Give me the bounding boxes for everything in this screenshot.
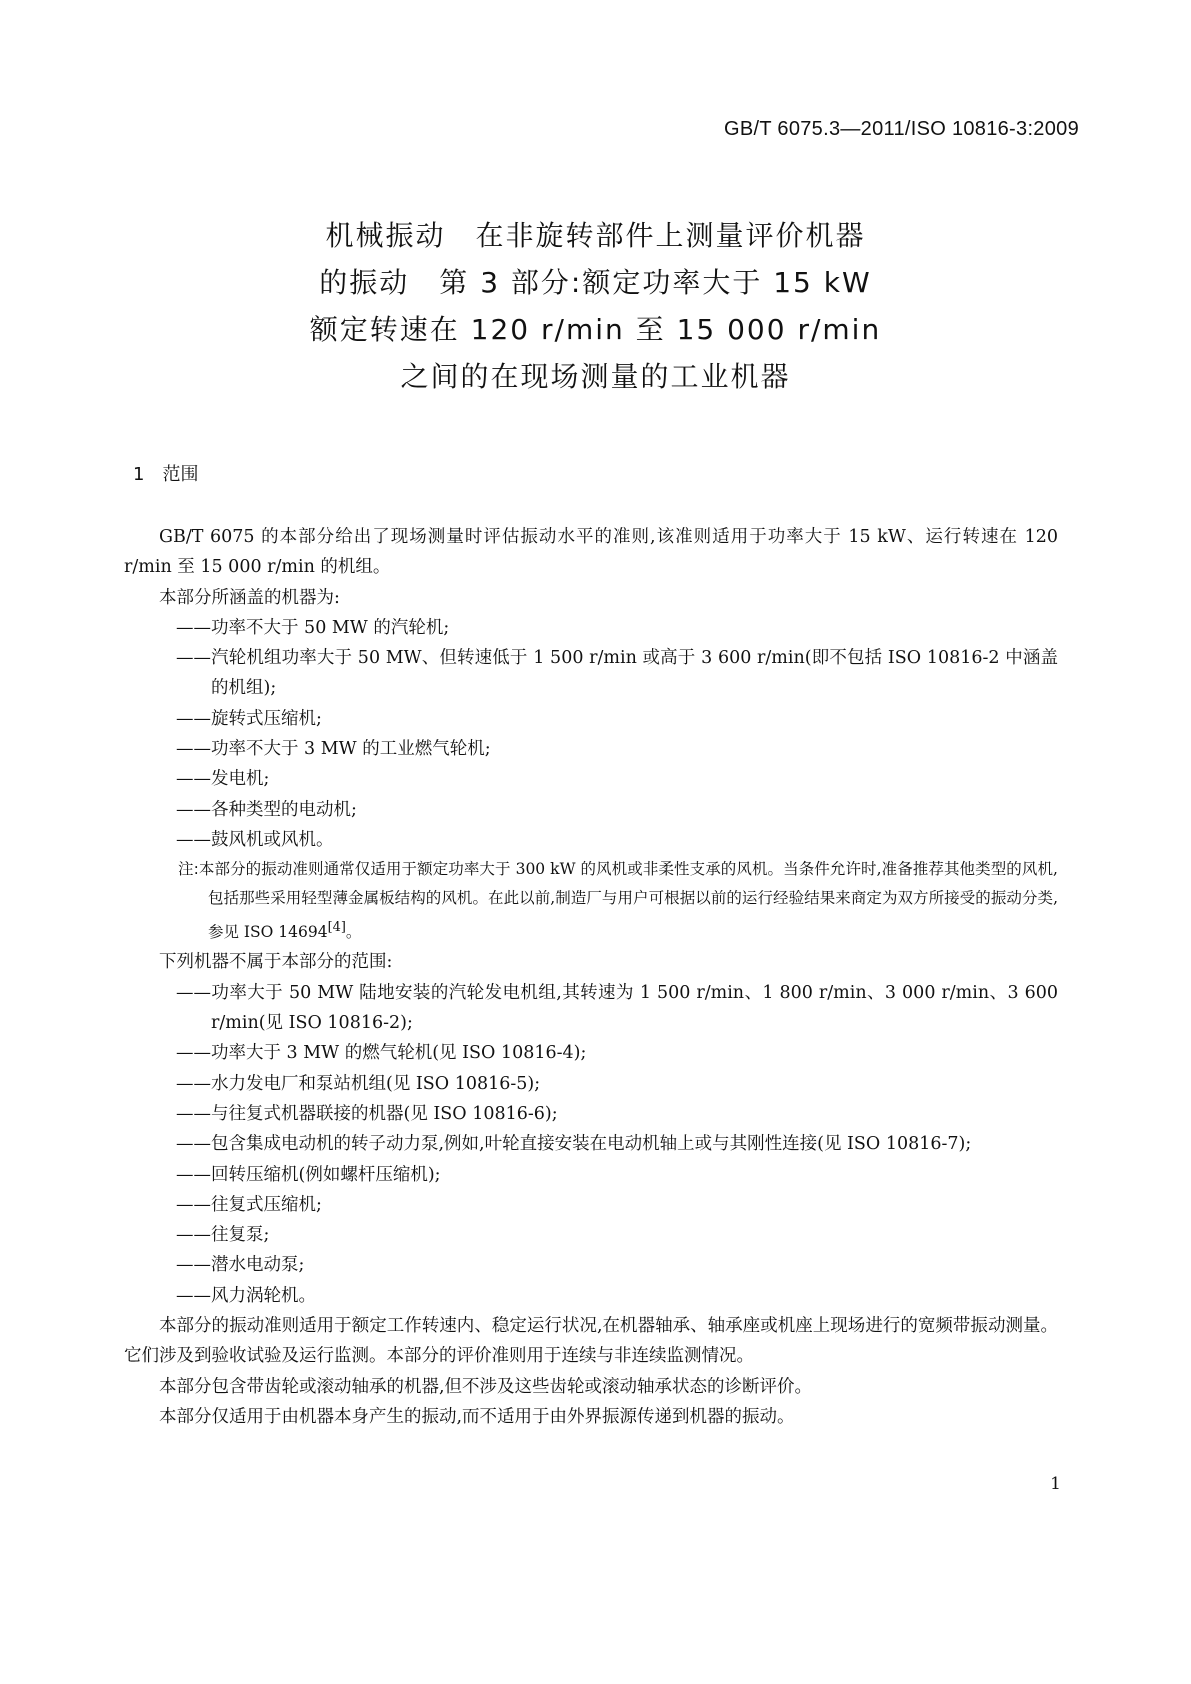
page-number: 1 [1050,1474,1061,1494]
note-reference: [4] [327,920,346,936]
title-line: 之间的在现场测量的工业机器 [400,360,791,393]
covered-lead: 本部分所涵盖的机器为: [159,587,340,608]
title-line: 额定转速在 120 r/min 至 15 000 r/min [309,313,882,346]
list-item: ——风力涡轮机。 [176,1285,316,1306]
title-line: 机械振动 在非旋转部件上测量评价机器 [325,219,866,252]
list-item: ——功率大于 3 MW 的燃气轮机(见 ISO 10816-4); [176,1043,587,1064]
note-label: 注: [178,860,199,879]
section-heading [133,460,198,486]
excluded-lead: 下列机器不属于本部分的范围: [159,952,393,973]
list-item: ——功率大于 50 MW 陆地安装的汽轮发电机组,其转速为 1 500 r/min、1 800 r/min、3 000 r/min、3 600 r/min(见 ISO 10816-2); [176,982,1058,1034]
list-item: ——包含集成电动机的转子动力泵,例如,叶轮直接安装在电动机轴上或与其刚性连接(见 ISO 10816-7); [176,1134,972,1155]
list-item: ——往复泵; [176,1225,270,1246]
note-text: 本部分的振动准则通常仅适用于额定功率大于 300 kW 的风机或非柔性支承的风机。当条件允许时,准备推荐其他类型的风机,包括那些采用轻型薄金属板结构的风机。在此以前,制造厂与用户可根据以前的运行经验结果来商定为双方所接受的振动分类,参见 ISO 14694 [198,860,1058,942]
list-item: ——发电机; [176,769,270,790]
standard-code: GB/T 6075.3—2011/ISO 10816-3:2009 [724,118,1079,140]
list-item: ——各种类型的电动机; [176,799,357,820]
document-title [0,212,1191,400]
list-item: ——鼓风机或风机。 [176,829,334,850]
list-item: ——旋转式压缩机; [176,708,322,729]
list-item: ——水力发电厂和泵站机组(见 ISO 10816-5); [176,1073,541,1094]
list-item: ——回转压缩机(例如螺杆压缩机); [176,1164,441,1185]
list-item: ——汽轮机组功率大于 50 MW、但转速低于 1 500 r/min 或高于 3 600 r/min(即不包括 ISO 10816-2 中涵盖的机组); [176,648,1058,699]
note [154,855,1058,947]
list-item: ——功率不大于 50 MW 的汽轮机; [176,617,450,638]
document-body [124,522,1058,1432]
title-line: 的振动 第 3 部分:额定功率大于 15 kW [319,266,872,299]
list-item: ——与往复式机器联接的机器(见 ISO 10816-6); [176,1103,558,1124]
closing-paragraph: 本部分包含带齿轮或滚动轴承的机器,但不涉及这些齿轮或滚动轴承状态的诊断评价。 [159,1376,813,1397]
closing-paragraph: 本部分的振动准则适用于额定工作转速内、稳定运行状况,在机器轴承、轴承座或机座上现场进行的宽频带振动测量。它们涉及到验收试验及运行监测。本部分的评价准则用于连续与非连续监测情况。 [124,1315,1058,1367]
section-title: 范围 [162,464,199,485]
closing-paragraph: 本部分仅适用于由机器本身产生的振动,而不适用于由外界振源传递到机器的振动。 [159,1406,795,1427]
list-item: ——往复式压缩机; [176,1194,322,1215]
note-end: 。 [345,923,362,942]
section-number: 1 [133,464,145,485]
intro-paragraph: GB/T 6075 的本部分给出了现场测量时评估振动水平的准则,该准则适用于功率大于 15 kW、运行转速在 120 r/min 至 15 000 r/min 的机组。 [124,527,1058,578]
list-item: ——功率不大于 3 MW 的工业燃气轮机; [176,739,491,760]
list-item: ——潜水电动泵; [176,1255,305,1276]
